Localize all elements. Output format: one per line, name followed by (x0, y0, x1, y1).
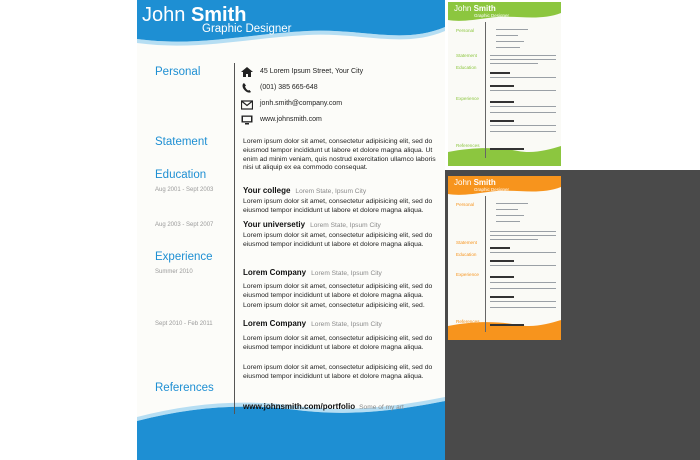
education-1-dates: Aug 2001 - Sept 2003 (155, 187, 214, 193)
experience-2-text-2: Lorem ipsum dolor sit amet, consectetur adipisicing elit, sed do eiusmod tempor incididunt ut labore et dolore magna aliqua. (243, 364, 433, 380)
section-education: Education (155, 169, 207, 181)
resume-variant-orange[interactable] (448, 176, 561, 340)
contact-phone: (001) 385 665-648 (260, 84, 318, 91)
experience-2-heading (243, 319, 382, 328)
variant-orange-last-name: Smith (473, 178, 496, 187)
experience-1-location: Lorem State, Ipsum City (311, 270, 382, 277)
resume-main (137, 0, 445, 460)
placeholder-heading-line (490, 148, 524, 150)
placeholder-text-line (496, 215, 524, 216)
placeholder-text-line (496, 209, 518, 210)
placeholder-heading-line (490, 101, 514, 103)
references-line (243, 402, 404, 411)
placeholder-text-line (490, 77, 556, 78)
placeholder-text-line (496, 41, 524, 42)
placeholder-text-line (496, 35, 518, 36)
placeholder-text-line (496, 203, 528, 204)
variant-green-section-personal: Personal (456, 28, 475, 33)
phone-icon (241, 83, 253, 93)
variant-green-last-name: Smith (473, 4, 496, 13)
education-2-location: Lorem State, Ipsum City (310, 222, 381, 229)
education-2-name: Your universetiy (243, 220, 306, 229)
education-1-text: Lorem ipsum dolor sit amet, consectetur adipisicing elit, sed do eiusmod tempor incididunt ut labore et dolore magna aliqua. (243, 198, 433, 214)
placeholder-text-line (490, 301, 556, 302)
experience-1-heading (243, 268, 382, 277)
placeholder-heading-line (490, 260, 514, 262)
variant-orange-section-education: Education (456, 252, 477, 257)
resume-title: Graphic Designer (202, 23, 292, 35)
section-experience: Experience (155, 251, 213, 263)
placeholder-text-line (490, 265, 556, 266)
mail-icon (241, 100, 253, 110)
variant-orange-first-name: John (454, 178, 472, 187)
section-divider-line (234, 63, 235, 414)
variant-orange-divider (485, 196, 486, 332)
contact-website[interactable]: www.johnsmith.com (260, 116, 322, 123)
variant-orange-section-experience: Experience (456, 272, 479, 277)
variant-orange-section-statement: Statement (456, 240, 477, 245)
placeholder-text-line (490, 282, 556, 283)
contact-email[interactable]: jonh.smith@company.com (260, 100, 343, 107)
variant-orange-name (454, 178, 496, 187)
variant-orange-section-personal: Personal (456, 202, 475, 207)
section-personal: Personal (155, 66, 201, 78)
monitor-icon (241, 115, 253, 125)
portfolio-note: Some of my art (359, 404, 404, 411)
variant-green-section-education: Education (456, 65, 477, 70)
placeholder-heading-line (490, 324, 524, 326)
variant-orange-title: Graphic Designer (474, 187, 510, 192)
placeholder-text-line (490, 112, 556, 113)
placeholder-text-line (490, 252, 556, 253)
variant-orange-waves (448, 176, 561, 340)
education-2-text: Lorem ipsum dolor sit amet, consectetur adipisicing elit, sed do eiusmod tempor incididunt ut labore et dolore magna aliqua. (243, 232, 433, 248)
placeholder-heading-line (490, 296, 514, 298)
placeholder-text-line (490, 63, 538, 64)
placeholder-text-line (490, 125, 556, 126)
section-statement: Statement (155, 136, 208, 148)
placeholder-heading-line (490, 120, 514, 122)
variant-green-section-experience: Experience (456, 96, 479, 101)
placeholder-text-line (490, 307, 556, 308)
placeholder-heading-line (490, 276, 514, 278)
first-name: John (142, 4, 186, 26)
experience-2-location: Lorem State, Ipsum City (311, 321, 382, 328)
variant-green-first-name: John (454, 4, 472, 13)
variants-panel (445, 0, 700, 460)
experience-1-company: Lorem Company (243, 268, 307, 277)
placeholder-text-line (490, 239, 538, 240)
education-1-heading (243, 186, 366, 195)
placeholder-heading-line (490, 247, 510, 249)
experience-1-dates: Summer 2010 (155, 269, 193, 275)
placeholder-text-line (490, 288, 556, 289)
last-name: Smith (190, 4, 247, 26)
variant-green-section-statement: Statement (456, 53, 477, 58)
placeholder-heading-line (490, 85, 514, 87)
placeholder-heading-line (490, 72, 510, 74)
variant-green-section-references: References (456, 143, 480, 148)
placeholder-text-line (490, 59, 556, 60)
variant-green-name (454, 4, 496, 13)
experience-2-text-1: Lorem ipsum dolor sit amet, consectetur adipisicing elit, sed do eiusmod tempor incididunt ut labore et dolore magna aliqua. (243, 335, 433, 351)
experience-2-company: Lorem Company (243, 319, 307, 328)
education-2-dates: Aug 2003 - Sept 2007 (155, 222, 214, 228)
placeholder-text-line (490, 231, 556, 232)
education-1-location: Lorem State, Ipsum City (295, 188, 367, 195)
home-icon (241, 67, 253, 77)
education-1-name: Your college (243, 186, 291, 195)
portfolio-link[interactable]: www.johnsmith.com/portfolio (243, 402, 356, 411)
education-2-heading (243, 220, 381, 229)
experience-1-text-1: Lorem ipsum dolor sit amet, consectetur adipisicing elit, sed do eiusmod tempor incididunt ut labore et dolore magna aliqua. (243, 283, 433, 299)
placeholder-text-line (496, 221, 520, 222)
section-references: References (155, 382, 214, 394)
placeholder-text-line (490, 106, 556, 107)
variant-green-waves (448, 2, 561, 166)
variant-green-divider (485, 22, 486, 158)
placeholder-text-line (490, 235, 556, 236)
placeholder-text-line (496, 29, 528, 30)
statement-text: Lorem ipsum dolor sit amet, consectetur adipisicing elit, sed do eiusmod tempor incididunt ut labore et dolore magna aliqua. Ut enim ad minim veniam, quis nostrud exercitation ullamco laboris nisi ut aliquip ex ea commodo consequat. (243, 138, 436, 172)
contact-address: 45 Lorem Ipsum Street, Your City (260, 68, 364, 75)
placeholder-text-line (496, 47, 520, 48)
resume-variant-green[interactable] (448, 2, 561, 166)
experience-2-dates: Sept 2010 - Feb 2011 (155, 321, 213, 327)
variant-green-title: Graphic Designer (474, 13, 510, 18)
placeholder-text-line (490, 55, 556, 56)
placeholder-text-line (490, 90, 556, 91)
placeholder-text-line (490, 131, 556, 132)
variant-orange-section-references: References (456, 319, 480, 324)
experience-1-text-2: Lorem ipsum dolor sit amet, consectetur adipisicing elit, sed. (243, 302, 425, 309)
